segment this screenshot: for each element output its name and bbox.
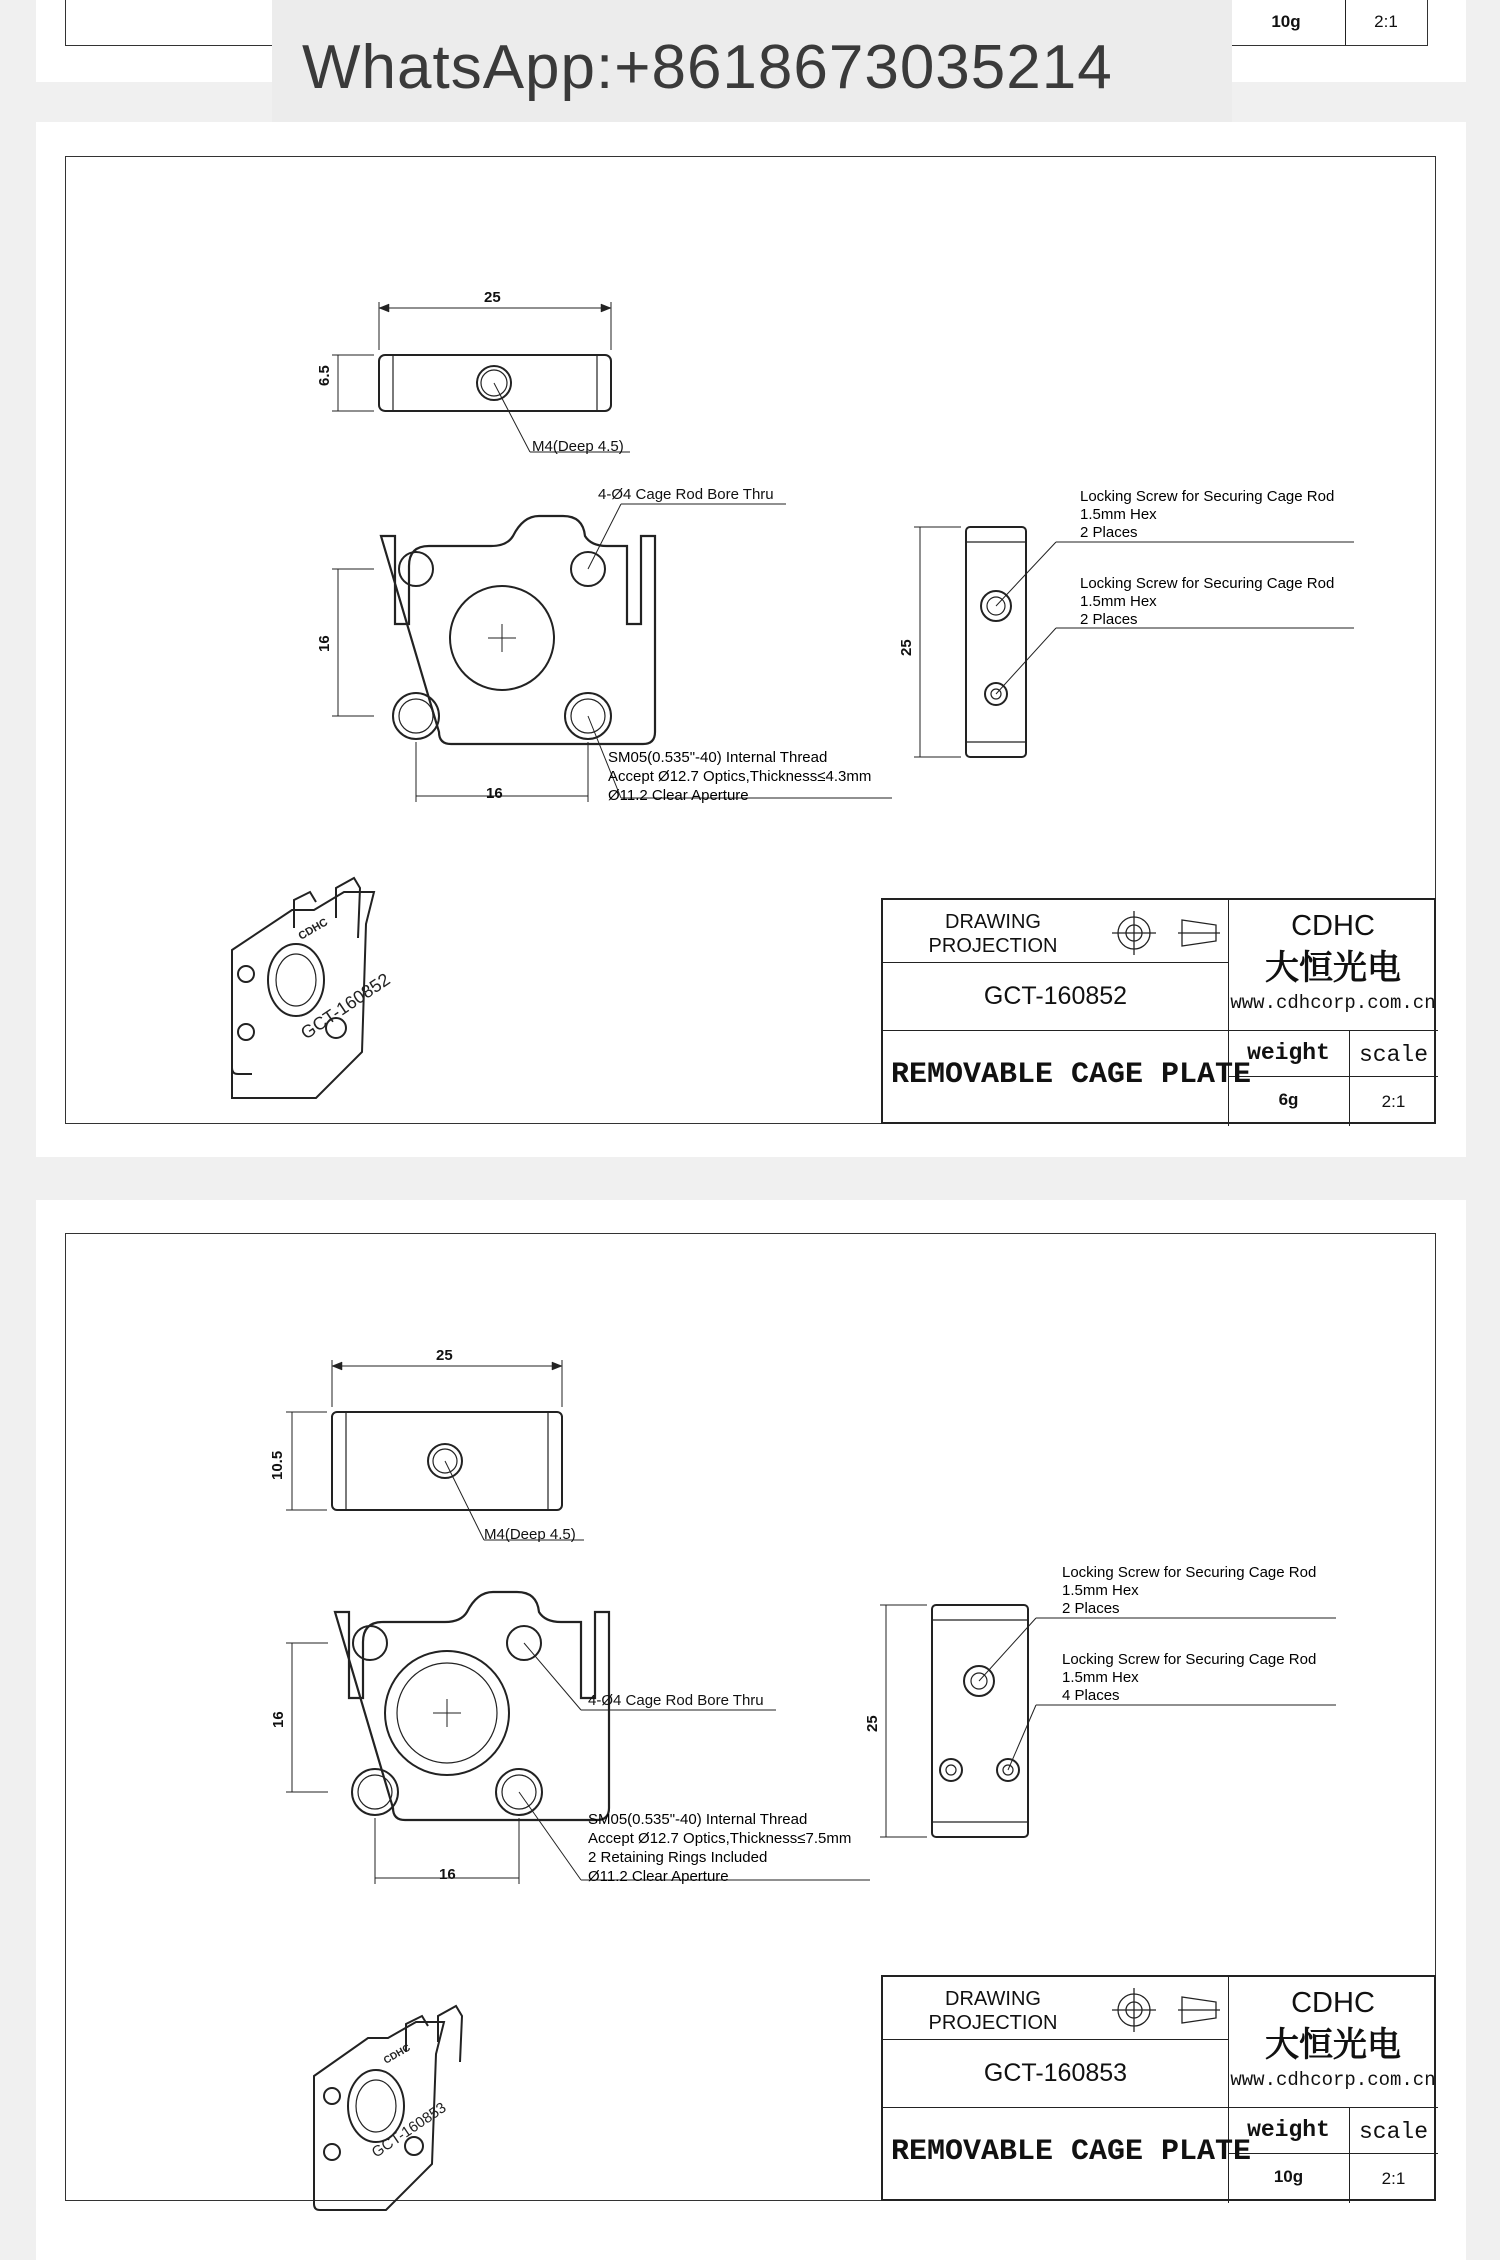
drawing-title: REMOVABLE CAGE PLATE — [891, 2135, 1252, 2169]
side-height: 25 — [864, 1715, 881, 1732]
whatsapp-watermark-text: WhatsApp:+8618673035214 — [302, 33, 1113, 102]
brand-chinese-name: 大恒光电 — [1265, 948, 1401, 988]
side-view — [914, 527, 1354, 757]
locking-note-line: 1.5mm Hex — [1080, 593, 1157, 610]
drawing-sheet-1 — [36, 122, 1466, 1157]
locking-note-1 — [1062, 1564, 1316, 1618]
weight-value: 6g — [1278, 1090, 1299, 1109]
isometric-view — [232, 878, 394, 1098]
dim-top-height: 6.5 — [316, 365, 333, 386]
locking-note-line: Locking Screw for Securing Cage Rod — [1080, 575, 1335, 592]
projection-symbol-icon — [1108, 1985, 1228, 2035]
title-block-tail — [1226, 0, 1427, 45]
brand-url: www.cdhcorp.com.cn — [1230, 992, 1436, 1014]
dim-top-width: 25 — [484, 289, 501, 306]
tb-divider — [1228, 2153, 1438, 2154]
tb-divider — [883, 2039, 1228, 2040]
thread-note-line: SM05(0.535"-40) Internal Thread — [608, 749, 828, 766]
side-height: 25 — [898, 639, 915, 656]
scale-value: 2:1 — [1381, 2169, 1406, 2188]
thread-notes — [588, 1810, 851, 1886]
title-block — [881, 1975, 1436, 2201]
locking-note-line: 1.5mm Hex — [1062, 1669, 1139, 1686]
weight-label: weight — [1247, 1040, 1330, 1066]
locking-note-line: 2 Places — [1080, 524, 1138, 541]
side-view — [880, 1605, 1336, 1837]
engraving-logo-text: CDHC — [382, 2042, 413, 2067]
brand-name: CDHC — [1291, 1987, 1375, 2019]
tb-divider — [883, 962, 1228, 963]
weight-label: weight — [1247, 2117, 1330, 2143]
locking-note-line: 2 Places — [1080, 611, 1138, 628]
thread-note-line: Ø11.2 Clear Aperture — [608, 787, 749, 804]
top-view — [286, 1360, 584, 1540]
locking-note-line: Locking Screw for Securing Cage Rod — [1062, 1651, 1317, 1668]
title-block — [881, 898, 1436, 1124]
engraving-text: GCT-160853 — [368, 2099, 450, 2162]
dim-front-width: 16 — [439, 1866, 456, 1883]
brand-url: www.cdhcorp.com.cn — [1230, 2069, 1436, 2091]
tap-note: M4(Deep 4.5) — [484, 1526, 576, 1543]
thread-note-line: Accept Ø12.7 Optics,Thickness≤4.3mm — [608, 768, 872, 785]
dim-front-width: 16 — [486, 785, 503, 802]
whatsapp-watermark — [272, 0, 1232, 122]
thread-note-line: 2 Retaining Rings Included — [588, 1849, 768, 1866]
projection-symbol-icon — [1108, 908, 1228, 958]
scale-tail-value: 2:1 — [1374, 12, 1398, 31]
locking-note-line: 2 Places — [1062, 1600, 1120, 1617]
projection-label — [883, 1987, 1103, 2035]
tap-note: M4(Deep 4.5) — [532, 438, 624, 455]
isometric-view — [314, 2006, 462, 2210]
part-number: GCT-160853 — [983, 2059, 1128, 2087]
engraving-text: GCT-160852 — [297, 969, 394, 1044]
dim-front-height: 16 — [270, 1711, 287, 1728]
thread-note-line: Ø11.2 Clear Aperture — [588, 1868, 729, 1885]
locking-note-line: Locking Screw for Securing Cage Rod — [1080, 488, 1335, 505]
drawing-title: REMOVABLE CAGE PLATE — [891, 1058, 1252, 1092]
bore-note: 4-Ø4 Cage Rod Bore Thru — [598, 486, 774, 503]
scale-value: 2:1 — [1381, 1092, 1406, 1111]
tb-divider — [1228, 1076, 1438, 1077]
weight-tail-value: 10g — [1271, 12, 1301, 31]
engraving-logo-text: CDHC — [296, 916, 331, 943]
weight-value: 10g — [1273, 2167, 1304, 2186]
tb-divider — [883, 2107, 1438, 2108]
part-number: GCT-160852 — [983, 982, 1128, 1010]
drawing-sheet-2 — [36, 1200, 1466, 2260]
locking-note-line: Locking Screw for Securing Cage Rod — [1062, 1564, 1317, 1581]
projection-label — [883, 910, 1103, 958]
thread-note-line: Accept Ø12.7 Optics,Thickness≤7.5mm — [588, 1830, 852, 1847]
locking-note-2 — [1080, 575, 1334, 629]
projection-label-text: DRAWING PROJECTION — [928, 1988, 1058, 2034]
thread-note-line: SM05(0.535"-40) Internal Thread — [588, 1811, 808, 1828]
locking-note-line: 4 Places — [1062, 1687, 1120, 1704]
dim-top-width: 25 — [436, 1347, 453, 1364]
bore-note: 4-Ø4 Cage Rod Bore Thru — [588, 1692, 764, 1709]
thread-notes — [608, 748, 871, 805]
locking-note-line: 1.5mm Hex — [1080, 506, 1157, 523]
dim-front-height: 16 — [316, 635, 333, 652]
dim-top-height: 10.5 — [269, 1450, 286, 1480]
brand-name: CDHC — [1291, 910, 1375, 942]
locking-note-2 — [1062, 1651, 1316, 1705]
brand-chinese-name: 大恒光电 — [1265, 2025, 1401, 2065]
locking-note-1 — [1080, 488, 1334, 542]
locking-note-line: 1.5mm Hex — [1062, 1582, 1139, 1599]
scale-label: scale — [1358, 2119, 1428, 2145]
top-view — [332, 302, 630, 452]
tb-divider — [883, 1030, 1438, 1031]
projection-label-text: DRAWING PROJECTION — [928, 911, 1058, 957]
scale-label: scale — [1358, 1042, 1428, 1068]
